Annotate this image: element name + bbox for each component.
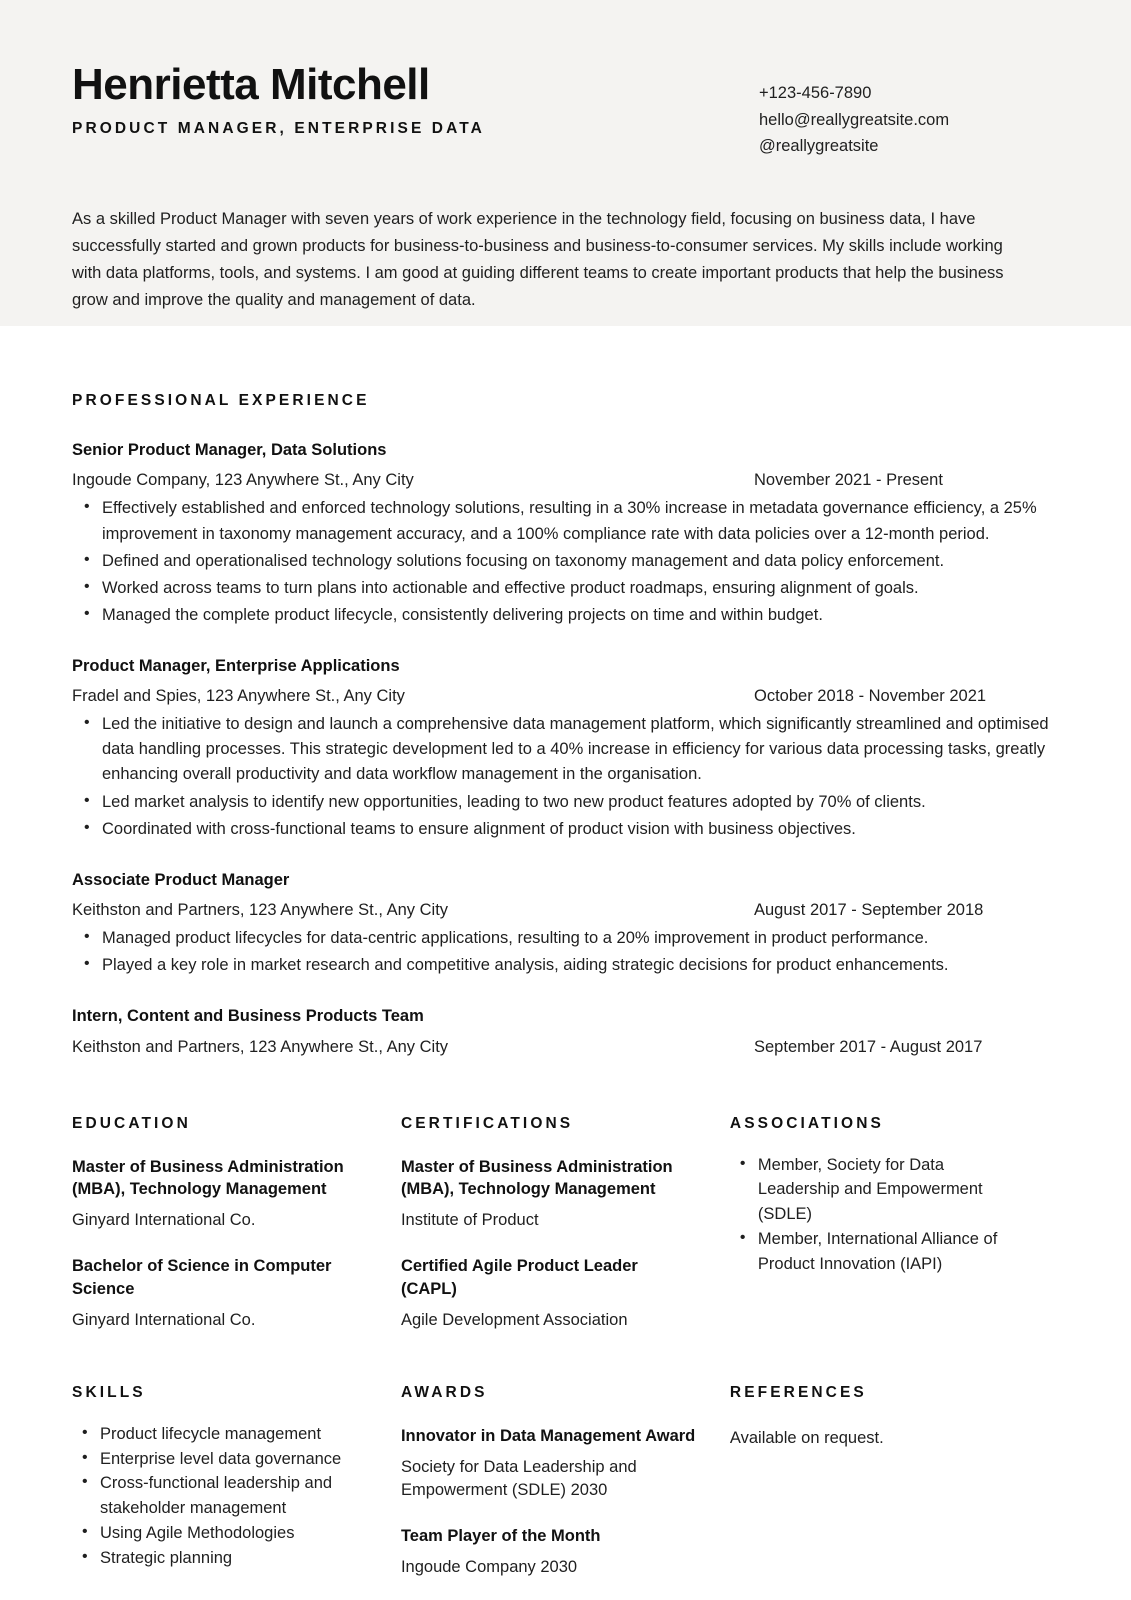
certification-name: Certified Agile Product Leader (CAPL) [400, 1257, 638, 1299]
job-meta-line [72, 471, 1059, 490]
references-section-title: REFERENCES [729, 1383, 867, 1401]
job-bullet: • Effectively established and enforced technology solutions, resulting in a 30% increase in metadata governance efficiency, a 25% improvement in taxonomy management accuracy, and a 100% compliance rate with data policies over a 12-month period. [72, 496, 1059, 546]
award-name: Team Player of the Month [400, 1526, 601, 1545]
contact-phone[interactable]: +123-456-7890 [759, 84, 872, 102]
certification-name: Master of Business Administration (MBA), Technology Management [400, 1157, 673, 1199]
education-degree: Bachelor of Science in Computer Science [72, 1257, 332, 1299]
job-bullet: • Managed product lifecycles for data-centric applications, resulting to a 20% improvement in product performance. [72, 926, 1059, 951]
award-issuer: Ingoude Company 2030 [400, 1557, 578, 1576]
skills-section-title: SKILLS [72, 1383, 146, 1401]
job-bullet-list [72, 496, 1059, 627]
job-bullet: • Played a key role in market research and competitive analysis, aiding strategic decisions for product enhancements. [72, 953, 1059, 978]
job-dates: September 2017 - August 2017 [754, 1037, 983, 1056]
experience-section-title: PROFESSIONAL EXPERIENCE [72, 392, 370, 409]
job-bullet: • Worked across teams to turn plans into actionable and effective product roadmaps, ensuring alignment of goals. [72, 576, 1059, 601]
experience-job [72, 440, 1059, 628]
award-name: Innovator in Data Management Award [400, 1426, 696, 1445]
identity-block [72, 62, 485, 138]
job-dates: August 2017 - September 2018 [754, 901, 984, 920]
resume-header-band [0, 0, 1131, 326]
education-entry-list [72, 1156, 367, 1332]
job-bullet: • Led the initiative to design and launch a comprehensive data management platform, which significantly streamlined and optimised data handling processes. This strategic development led to a 40% increase in efficiency for various data processing tasks, greatly enhancing overall productivity and data workflow management in the organisation. [72, 712, 1059, 787]
skill-item: • Using Agile Methodologies [72, 1521, 367, 1546]
job-role: Product Manager, Enterprise Applications [72, 656, 400, 675]
award-entry-list [401, 1425, 696, 1579]
job-meta-line [72, 687, 1059, 706]
job-dates: October 2018 - November 2021 [754, 687, 987, 706]
skill-item: • Enterprise level data governance [72, 1447, 367, 1472]
job-company: Fradel and Spies, 123 Anywhere St., Any City [72, 687, 405, 706]
entry [72, 1255, 367, 1332]
experience-job-list [72, 440, 1059, 1057]
certification-issuer: Agile Development Association [400, 1310, 628, 1329]
header-top-row [72, 62, 1059, 160]
job-dates: November 2021 - Present [754, 471, 943, 490]
job-role: Associate Product Manager [72, 870, 290, 889]
references-column [730, 1384, 1059, 1579]
job-bullet: • Managed the complete product lifecycle, consistently delivering projects on time and within budget. [72, 603, 1059, 628]
education-column [72, 1115, 401, 1332]
skill-item-list [72, 1422, 367, 1571]
skill-item: • Product lifecycle management [72, 1422, 367, 1447]
job-company: Keithston and Partners, 123 Anywhere St., Any City [72, 1037, 449, 1056]
awards-column [401, 1384, 730, 1579]
skills-column [72, 1384, 401, 1579]
job-bullet: • Coordinated with cross-functional teams to ensure alignment of product vision with business objectives. [72, 817, 1059, 842]
associations-section-title: ASSOCIATIONS [729, 1114, 884, 1132]
entry [401, 1255, 696, 1332]
certification-entry-list [401, 1156, 696, 1332]
education-school: Ginyard International Co. [72, 1211, 256, 1230]
association-item-list [730, 1153, 1025, 1277]
references-text: Available on request. [729, 1428, 884, 1447]
job-company: Ingoude Company, 123 Anywhere St., Any City [72, 471, 414, 490]
resume-body [0, 326, 1131, 1579]
awards-section-title: AWARDS [400, 1383, 488, 1401]
certifications-column [401, 1115, 730, 1332]
profile-summary: As a skilled Product Manager with seven years of work experience in the technology field, focusing on business data, I have successfully started and grown products for business-to-business and business-to-consumer services. My skills include working with data platforms, tools, and systems. I am good at guiding different teams to create important products that help the business grow and improve the quality and management of data. [72, 210, 1004, 309]
columns-lower [72, 1384, 1059, 1579]
job-bullet-list [72, 712, 1059, 841]
education-section-title: EDUCATION [72, 1114, 191, 1132]
certification-issuer: Institute of Product [400, 1211, 539, 1230]
job-bullet: • Led market analysis to identify new opportunities, leading to two new product features adopted by 70% of clients. [72, 790, 1059, 815]
candidate-job-title: PRODUCT MANAGER, ENTERPRISE DATA [72, 120, 485, 138]
skill-item: • Cross-functional leadership and stakeholder management [72, 1471, 367, 1521]
experience-job [72, 656, 1059, 842]
experience-job [72, 1006, 1059, 1056]
association-item: • Member, Society for Data Leadership and Empowerment (SDLE) [730, 1153, 1025, 1227]
job-role: Intern, Content and Business Products Team [72, 1007, 424, 1026]
job-bullet-list [72, 926, 1059, 978]
associations-column [730, 1115, 1059, 1332]
award-issuer: Society for Data Leadership and Empowerment (SDLE) 2030 [400, 1457, 637, 1499]
candidate-name: Henrietta Mitchell [72, 60, 430, 109]
experience-section [72, 326, 1059, 1057]
education-school: Ginyard International Co. [72, 1310, 256, 1329]
entry [72, 1156, 367, 1233]
experience-job [72, 870, 1059, 979]
certifications-section-title: CERTIFICATIONS [400, 1114, 574, 1132]
association-item: • Member, International Alliance of Product Innovation (IAPI) [730, 1227, 1025, 1277]
education-degree: Master of Business Administration (MBA), Technology Management [72, 1157, 344, 1199]
job-company: Keithston and Partners, 123 Anywhere St., Any City [72, 901, 449, 920]
job-role: Senior Product Manager, Data Solutions [72, 441, 387, 459]
contact-email[interactable]: hello@reallygreatsite.com [759, 110, 950, 129]
job-meta-line [72, 1038, 1059, 1057]
contact-handle[interactable]: @reallygreatsite [759, 137, 879, 156]
contact-block [759, 62, 1059, 160]
entry [401, 1525, 696, 1579]
entry [401, 1156, 696, 1233]
skill-item: • Strategic planning [72, 1546, 367, 1571]
job-meta-line [72, 901, 1059, 920]
job-bullet: • Defined and operationalised technology solutions focusing on taxonomy management and data policy enforcement. [72, 549, 1059, 574]
entry [401, 1425, 696, 1502]
columns-upper [72, 1115, 1059, 1332]
